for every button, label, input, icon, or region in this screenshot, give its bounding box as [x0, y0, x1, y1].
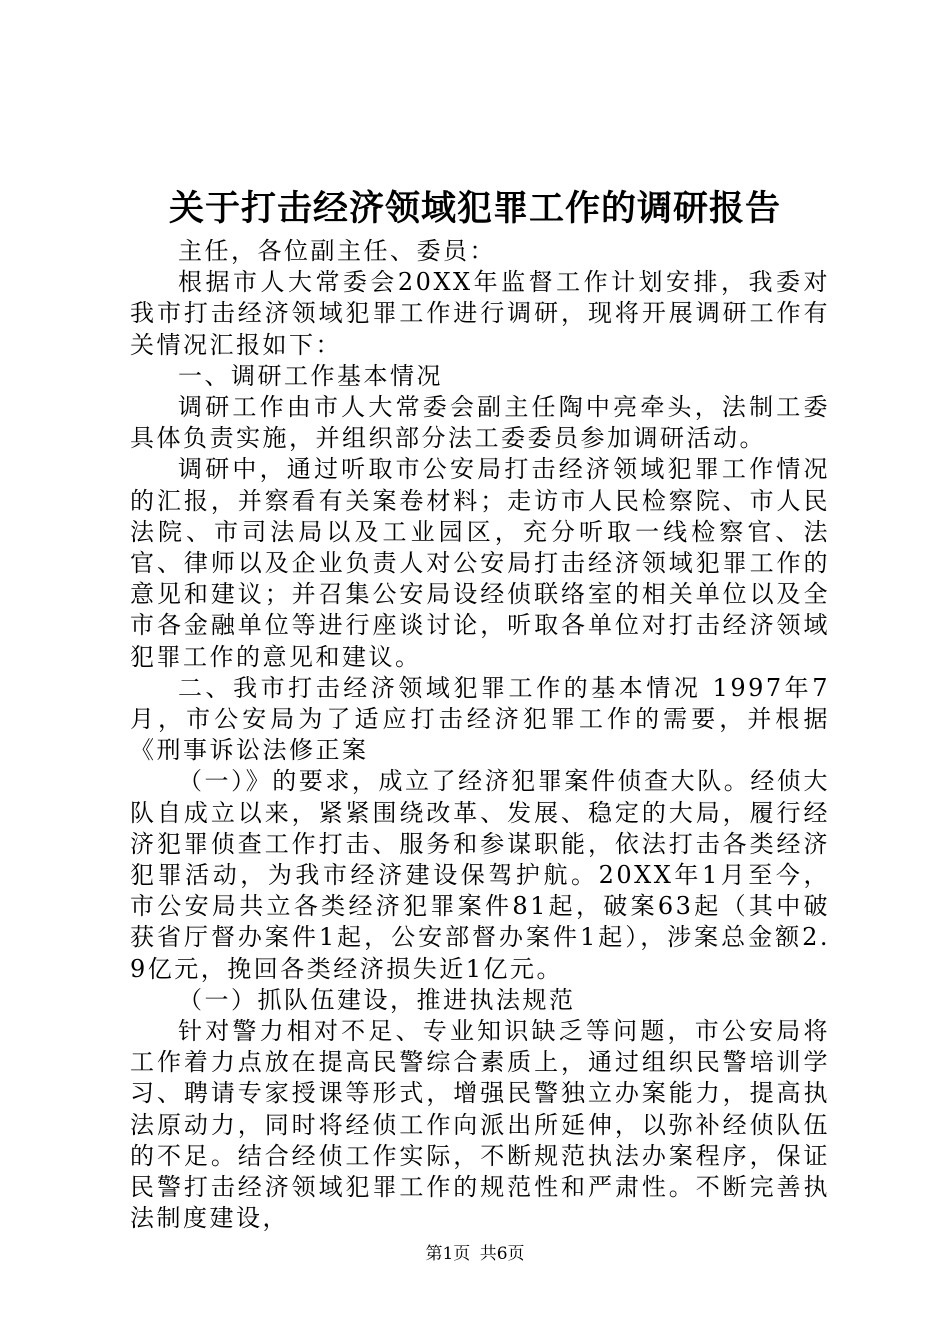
- paragraph-salutation: 主任，各位副主任、委员：: [178, 237, 496, 265]
- section-heading-2: 二、我市打击经济领域犯罪工作的基本情况 1997年7月，市公安局为了适应打击经济犯罪工作的需要，并根据《刑事诉讼法修正案: [130, 673, 830, 765]
- document-body: [130, 236, 830, 1235]
- page-footer: [0, 1242, 950, 1266]
- document-title: 关于打击经济领域犯罪工作的调研报告: [168, 188, 781, 229]
- paragraph-basic-situation: （一）》的要求，成立了经济犯罪案件侦查大队。经侦大队自成立以来，紧紧围绕改革、发展、稳定的大局，履行经济犯罪侦查工作打击、服务和参谋职能，依法打击各类经济犯罪活动，为我市经济建设保驾护航。20XX年1月至今，市公安局共立各类经济犯罪案件81起，破案63起（其中破获省厅督办案件1起，公安部督办案件1起），涉案总金额2.9亿元，挽回各类经济损失近1亿元。: [130, 767, 830, 983]
- page-total: 共6页: [479, 1244, 525, 1264]
- subsection-heading-1: （一）抓队伍建设，推进执法规范: [178, 985, 576, 1014]
- paragraph-research-lead: 调研工作由市人大常委会副主任陶中亮牵头，法制工委具体负责实施，并组织部分法工委委员参加调研活动。: [130, 393, 830, 453]
- paragraph-team-building: 针对警力相对不足、专业知识缺乏等问题，市公安局将工作着力点放在提高民警综合素质上，通过组织民警培训学习、聘请专家授课等形式，增强民警独立办案能力，提高执法原动力，同时将经侦工作向派出所延伸，以弥补经侦队伍的不足。结合经侦工作实际，不断规范执法办案程序，保证民警打击经济领域犯罪工作的规范性和严肃性。不断完善执法制度建设，: [130, 1017, 830, 1233]
- section-heading-1: 一、调研工作基本情况: [178, 361, 443, 390]
- paragraph-research-process: 调研中，通过听取市公安局打击经济领域犯罪工作情况的汇报，并察看有关案卷材料；走访市人民检察院、市人民法院、市司法局以及工业园区，充分听取一线检察官、法官、律师以及企业负责人对公安局打击经济领域犯罪工作的意见和建议；并召集公安局设经侦联络室的相关单位以及全市各金融单位等进行座谈讨论，听取各单位对打击经济领域犯罪工作的意见和建议。: [130, 455, 830, 671]
- page-number: 第1页: [425, 1244, 471, 1264]
- paragraph-intro: 根据市人大常委会20XX年监督工作计划安排，我委对我市打击经济领域犯罪工作进行调研，现将开展调研工作有关情况汇报如下：: [130, 268, 830, 359]
